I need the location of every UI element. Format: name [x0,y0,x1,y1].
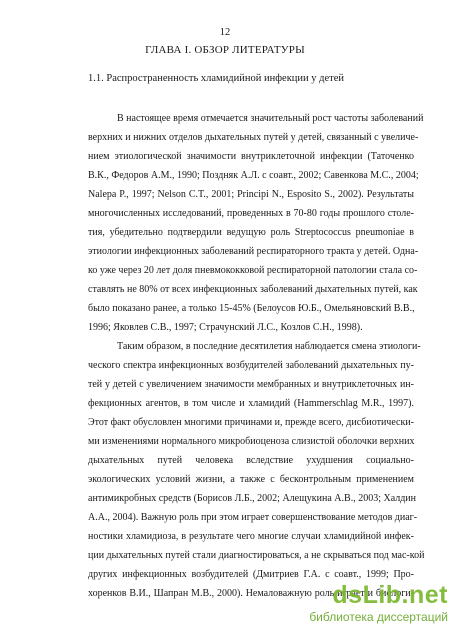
chapter-title: ГЛАВА I. ОБЗОР ЛИТЕРАТУРЫ [145,44,305,56]
page-number: 12 [219,27,231,38]
paragraph-2-line-1: Таким образом, в последние десятилетия наблюдается смена этиологи- [117,341,421,352]
paragraph-2-line-9: антимикробных средств (Борисов Л.Б., 2002; Алещукина А.В., 2003; Халдин [88,493,417,504]
paragraph-1-line-12: 1996; Яковлев С.В., 1997; Страчунский Л.С., Козлов С.Н., 1998). [88,322,363,333]
paragraph-2-line-5: Этот факт обусловлен многими причинами и, прежде всего, дисбиотически- [88,417,414,428]
paragraph-1-line-2: верхних и нижних отделов дыхательных путей у детей, связанный с увеличе- [88,132,419,143]
paragraph-1-line-11: было показано ранее, а только 15-45% (Белоусов Ю.Б., Омельяновский В.В., [88,303,415,314]
paragraph-1-line-10: ставлять не 80% от всех инфекционных заболеваний дыхательных путей, как [88,284,418,295]
paragraph-2-line-6: ми изменениями нормального микробиоценоза слизистой оболочки верхних [88,436,415,447]
dslib-watermark [284,581,450,628]
paragraph-2-line-8: экологических условий жизни, а также с бесконтрольным применением [88,474,414,485]
section-title: 1.1. Распространенность хламидийной инфекции у детей [88,73,345,84]
paragraph-2-line-2: ческого спектра инфекционных возбудителей заболеваний дыхательных пу- [88,360,414,371]
paragraph-1-line-6: многочисленных исследований, проведенных в 70-80 годы прошлого столе- [88,208,414,219]
paragraph-1-line-7: тия, убедительно подтвердили ведущую роль Streptococcus pneumoniae в [88,227,414,238]
paragraph-1-line-1: В настоящее время отмечается значительный рост частоты заболеваний [117,113,424,124]
paragraph-2-line-14: хоренков В.И., Шапран М.В., 2000). Немаловажную роль играет и биологи- [88,588,414,599]
paragraph-2-line-10: А.А., 2004). Важную роль при этом играет совершенствование методов диаг- [88,512,418,523]
watermark-logo: dsLib.net [332,581,448,609]
paragraph-1-line-5: Nalepa P., 1997; Nelson C.T., 2001; Principi N., Esposito S., 2002). Результаты [88,189,414,200]
watermark-subtitle: библиотека диссертаций [309,610,448,624]
paragraph-2-line-13: других инфекционных возбудителей (Дмитриев Г.А. с соавт., 1999; Про- [88,569,414,580]
paragraph-1-line-3: нием этиологической значимости внутриклеточной инфекции (Таточенко [88,151,414,162]
paragraph-1-line-4: В.К., Федоров А.М., 1990; Поздняк А.Л. с соавт., 2002; Савенкова М.С., 2004; [88,170,419,181]
paragraph-2-line-11: ностики хламидиоза, в результате чего многие случаи хламидийной инфек- [88,531,414,542]
paragraph-1-line-8: этиологии инфекционных заболеваний респираторного тракта у детей. Одна- [88,246,419,257]
paragraph-2-line-4: фекционных агентов, в том числе и хламидий (Hammerschlag M.R., 1997). [88,398,414,409]
paragraph-2-line-3: тей у детей с увеличением значимости мембранных и внутриклеточных ин- [88,379,414,390]
paragraph-2-line-7: дыхательных путей человека вследствие ухудшения социально- [88,455,414,466]
paragraph-2-line-12: ции дыхательных путей стали диагностироваться, а не скрываться под мас-кой [88,550,425,561]
paragraph-1-line-9: ко уже через 20 лет доля пневмококковой респираторной патологии стала со- [88,265,418,276]
